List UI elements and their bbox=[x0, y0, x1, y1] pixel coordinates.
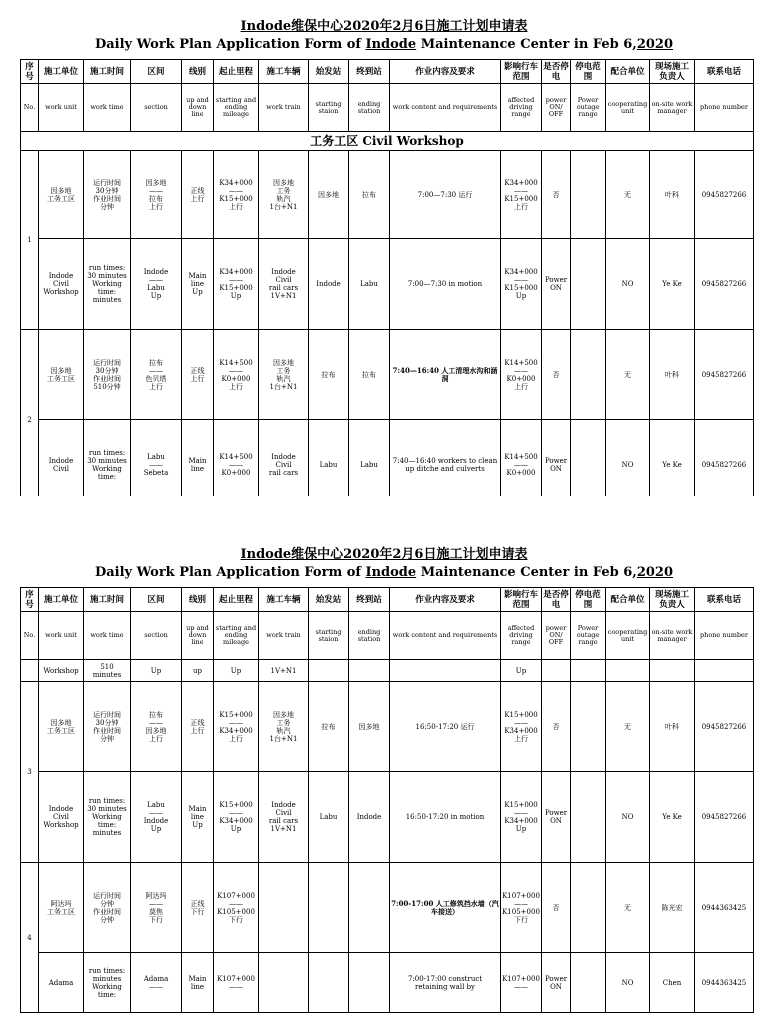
header-power-en: power ON/ OFF bbox=[542, 612, 571, 660]
affected-range-cell: K34+000 —— K15+000 Up bbox=[501, 239, 542, 330]
section-title-row bbox=[21, 132, 754, 151]
start-station-cell: Labu bbox=[309, 772, 349, 863]
mileage-cell: K15+000 —— K34+000 Up bbox=[214, 772, 259, 863]
table-row bbox=[21, 660, 754, 682]
header-end-zh: 终到站 bbox=[349, 588, 390, 612]
power-cell: 否 bbox=[542, 682, 571, 772]
header-row-en bbox=[21, 612, 754, 660]
header-section-zh: 区间 bbox=[131, 60, 182, 84]
work-time-cell: 运行时间 30分钟 作业时间 分钟 bbox=[84, 151, 131, 239]
end-station-cell: Labu bbox=[349, 239, 390, 330]
work-content-cell: 7:00-17:00 construct retaining wall by bbox=[390, 953, 501, 1013]
header-content-zh: 作业内容及要求 bbox=[390, 60, 501, 84]
header-outage-en: Power outage range bbox=[571, 612, 606, 660]
work-unit-cell: 阿达玛 工务工区 bbox=[39, 863, 84, 953]
end-station-cell: 拉布 bbox=[349, 151, 390, 239]
outage-range-cell bbox=[571, 660, 606, 682]
header-row-zh bbox=[21, 588, 754, 612]
power-cell: 否 bbox=[542, 330, 571, 420]
outage-range-cell bbox=[571, 953, 606, 1013]
header-no-zh: 序号 bbox=[21, 60, 39, 84]
outage-range-cell bbox=[571, 682, 606, 772]
section-cell: Indode —— Labu Up bbox=[131, 239, 182, 330]
section-cell: Adama —— bbox=[131, 953, 182, 1013]
header-power-zh: 是否停电 bbox=[543, 589, 569, 610]
phone-cell: 0945827266 bbox=[695, 151, 754, 239]
header-outage-zh: 停电范围 bbox=[571, 588, 606, 612]
work-content-cell bbox=[390, 660, 501, 682]
phone-cell bbox=[695, 660, 754, 682]
header-range-en: affected driving range bbox=[501, 612, 542, 660]
phone-cell: 0945827266 bbox=[695, 239, 754, 330]
coop-unit-cell: 无 bbox=[606, 151, 650, 239]
form-page-1 bbox=[0, 18, 768, 496]
section-cell: Labu —— Sebeta bbox=[131, 420, 182, 497]
power-cell: Power ON bbox=[542, 953, 571, 1013]
header-phone-zh: 联系电话 bbox=[695, 60, 754, 84]
header-section-en: section bbox=[131, 612, 182, 660]
mileage-cell: K14+500 —— K0+000 上行 bbox=[214, 330, 259, 420]
header-time-en: work time bbox=[84, 84, 131, 132]
section-cell: Up bbox=[131, 660, 182, 682]
header-outage-en: Power outage range bbox=[571, 84, 606, 132]
header-end-en: ending station bbox=[349, 612, 390, 660]
start-station-cell bbox=[309, 863, 349, 953]
mileage-cell: K107+000 —— bbox=[214, 953, 259, 1013]
coop-unit-cell bbox=[606, 660, 650, 682]
end-station-cell: Indode bbox=[349, 772, 390, 863]
table-row bbox=[21, 953, 754, 1013]
header-start-zh: 始发站 bbox=[309, 60, 349, 84]
affected-range-cell: K15+000 —— K34+000 上行 bbox=[501, 682, 542, 772]
work-unit-cell: 因多地 工务工区 bbox=[39, 151, 84, 239]
header-content-en: work content and requirements bbox=[390, 84, 501, 132]
power-cell: 否 bbox=[542, 863, 571, 953]
work-unit-cell: Indode Civil Workshop bbox=[39, 239, 84, 330]
affected-range-cell: K107+000 —— K105+000 下行 bbox=[501, 863, 542, 953]
outage-range-cell bbox=[571, 772, 606, 863]
work-content-cell: 16:50-17:20 运行 bbox=[390, 682, 501, 772]
train-cell: Indode Civil rail cars bbox=[259, 420, 309, 497]
end-station-cell bbox=[349, 660, 390, 682]
train-cell bbox=[259, 953, 309, 1013]
header-phone-en: phone number bbox=[695, 612, 754, 660]
table-row bbox=[21, 772, 754, 863]
coop-unit-cell: 无 bbox=[606, 330, 650, 420]
work-plan-table bbox=[20, 59, 754, 496]
work-time-cell: 510 minutes bbox=[84, 660, 131, 682]
manager-cell: Ye Ke bbox=[650, 772, 695, 863]
header-mileage-zh: 起止里程 bbox=[214, 588, 259, 612]
work-time-cell: run times: 30 minutes Working time: minutes bbox=[84, 239, 131, 330]
work-content-cell: 7:00—7:30 in motion bbox=[390, 239, 501, 330]
work-content-cell: 7:00-17:00 人工修筑挡水墙（汽车接送） bbox=[390, 863, 501, 953]
section-cell: 阿达玛 —— 莫焦 下行 bbox=[131, 863, 182, 953]
section-cell: 拉布 —— 色贝塔 上行 bbox=[131, 330, 182, 420]
work-content-cell: 7:40—16:40 人工清理水沟和涵洞 bbox=[390, 330, 501, 420]
header-no-zh: 序号 bbox=[21, 588, 39, 612]
header-train-zh: 施工车辆 bbox=[259, 588, 309, 612]
manager-cell: 叶科 bbox=[650, 682, 695, 772]
coop-unit-cell: NO bbox=[606, 420, 650, 497]
work-unit-cell: Workshop bbox=[39, 660, 84, 682]
outage-range-cell bbox=[571, 330, 606, 420]
header-start-en: starting staion bbox=[309, 84, 349, 132]
affected-range-cell: K14+500 —— K0+000 上行 bbox=[501, 330, 542, 420]
coop-unit-cell: NO bbox=[606, 772, 650, 863]
start-station-cell bbox=[309, 953, 349, 1013]
power-cell: Power ON bbox=[542, 239, 571, 330]
train-cell bbox=[259, 863, 309, 953]
header-line-en: up and down line bbox=[182, 612, 214, 660]
line-cell: Main line Up bbox=[182, 239, 214, 330]
phone-cell: 0945827266 bbox=[695, 682, 754, 772]
header-unit-zh: 施工单位 bbox=[39, 588, 84, 612]
line-cell: Main line Up bbox=[182, 772, 214, 863]
header-power-zh: 是否停电 bbox=[543, 61, 569, 82]
start-station-cell: 拉布 bbox=[309, 682, 349, 772]
header-unit-en: work unit bbox=[39, 612, 84, 660]
line-cell: 正线 上行 bbox=[182, 330, 214, 420]
line-cell: up bbox=[182, 660, 214, 682]
header-manager-en: on-site work manager bbox=[650, 612, 695, 660]
work-unit-cell: Indode Civil Workshop bbox=[39, 772, 84, 863]
work-time-cell: 运行时间 30分钟 作业时间 分钟 bbox=[84, 682, 131, 772]
end-station-cell: Labu bbox=[349, 420, 390, 497]
power-cell: 否 bbox=[542, 151, 571, 239]
mileage-cell: K15+000 —— K34+000 上行 bbox=[214, 682, 259, 772]
header-phone-zh: 联系电话 bbox=[695, 588, 754, 612]
phone-cell: 0945827266 bbox=[695, 420, 754, 497]
work-time-cell: run times: 30 minutes Working time: bbox=[84, 420, 131, 497]
work-time-cell: run times: minutes Working time: bbox=[84, 953, 131, 1013]
start-station-cell: 因多地 bbox=[309, 151, 349, 239]
table-row bbox=[21, 239, 754, 330]
line-cell: Main line bbox=[182, 420, 214, 497]
header-mileage-en: starting and ending mileage bbox=[214, 84, 259, 132]
work-time-cell: 运行时间 30分钟 作业时间 510分钟 bbox=[84, 330, 131, 420]
end-station-cell bbox=[349, 953, 390, 1013]
train-cell: Indode Civil rail cars 1V+N1 bbox=[259, 239, 309, 330]
header-end-zh: 终到站 bbox=[349, 60, 390, 84]
header-range-zh: 影响行车范围 bbox=[501, 60, 542, 84]
item-number: 3 bbox=[21, 682, 39, 863]
affected-range-cell: K107+000 —— bbox=[501, 953, 542, 1013]
train-cell: 因多地 工务 轨汽 1台+N1 bbox=[259, 330, 309, 420]
header-unit-en: work unit bbox=[39, 84, 84, 132]
header-section-zh: 区间 bbox=[131, 588, 182, 612]
manager-cell: Ye Ke bbox=[650, 420, 695, 497]
mileage-cell: K34+000 —— K15+000 Up bbox=[214, 239, 259, 330]
header-mileage-zh: 起止里程 bbox=[214, 60, 259, 84]
work-unit-cell: Adama bbox=[39, 953, 84, 1013]
coop-unit-cell: 无 bbox=[606, 863, 650, 953]
work-content-cell: 16:50-17:20 in motion bbox=[390, 772, 501, 863]
header-section-en: section bbox=[131, 84, 182, 132]
manager-cell: 叶科 bbox=[650, 151, 695, 239]
header-time-zh: 施工时间 bbox=[84, 588, 131, 612]
header-row-zh bbox=[21, 60, 754, 84]
header-coop-zh: 配合单位 bbox=[606, 60, 650, 84]
header-outage-zh: 停电范围 bbox=[571, 60, 606, 84]
form-page-2 bbox=[0, 546, 768, 1024]
start-station-cell: Labu bbox=[309, 420, 349, 497]
header-phone-en: phone number bbox=[695, 84, 754, 132]
table-row bbox=[21, 151, 754, 239]
start-station-cell: 拉布 bbox=[309, 330, 349, 420]
section-title: 工务工区 Civil Workshop bbox=[21, 132, 754, 151]
form-title-zh: Indode维保中心2020年2月6日施工计划申请表 bbox=[240, 547, 528, 562]
manager-cell bbox=[650, 660, 695, 682]
phone-cell: 0945827266 bbox=[695, 772, 754, 863]
power-cell bbox=[542, 660, 571, 682]
header-coop-en: cooperating unit bbox=[606, 612, 650, 660]
header-end-en: ending station bbox=[349, 84, 390, 132]
header-no-en: No. bbox=[21, 84, 39, 132]
page-gap bbox=[0, 496, 768, 546]
affected-range-cell: K15+000 —— K34+000 Up bbox=[501, 772, 542, 863]
work-unit-cell: 因多地 工务工区 bbox=[39, 682, 84, 772]
phone-cell: 0945827266 bbox=[695, 330, 754, 420]
header-manager-zh: 现场施工负责人 bbox=[650, 588, 695, 612]
header-power-en: power ON/ OFF bbox=[542, 84, 571, 132]
line-cell: 正线 下行 bbox=[182, 863, 214, 953]
coop-unit-cell: NO bbox=[606, 953, 650, 1013]
affected-range-cell: K34+000 —— K15+000 上行 bbox=[501, 151, 542, 239]
form-title-zh: Indode维保中心2020年2月6日施工计划申请表 bbox=[240, 19, 528, 34]
power-cell: Power ON bbox=[542, 420, 571, 497]
train-cell: 因多地 工务 轨汽 1台+N1 bbox=[259, 151, 309, 239]
start-station-cell: Indode bbox=[309, 239, 349, 330]
work-time-cell: 运行时间 分钟 作业时间 分钟 bbox=[84, 863, 131, 953]
header-train-zh: 施工车辆 bbox=[259, 60, 309, 84]
train-cell: 因多地 工务 轨汽 1台+N1 bbox=[259, 682, 309, 772]
header-coop-zh: 配合单位 bbox=[606, 588, 650, 612]
work-content-cell: 7:00—7:30 运行 bbox=[390, 151, 501, 239]
affected-range-cell: K14+500 —— K0+000 bbox=[501, 420, 542, 497]
manager-cell: 叶科 bbox=[650, 330, 695, 420]
table-row bbox=[21, 863, 754, 953]
header-row-en bbox=[21, 84, 754, 132]
header-train-en: work train bbox=[259, 84, 309, 132]
header-time-zh: 施工时间 bbox=[84, 60, 131, 84]
header-content-zh: 作业内容及要求 bbox=[390, 588, 501, 612]
header-train-en: work train bbox=[259, 612, 309, 660]
header-line-zh: 线别 bbox=[182, 588, 214, 612]
header-content-en: work content and requirements bbox=[390, 612, 501, 660]
header-manager-zh: 现场施工负责人 bbox=[650, 60, 695, 84]
outage-range-cell bbox=[571, 420, 606, 497]
mileage-cell: Up bbox=[214, 660, 259, 682]
header-coop-en: cooperating unit bbox=[606, 84, 650, 132]
line-cell: Main line bbox=[182, 953, 214, 1013]
header-mileage-en: starting and ending mileage bbox=[214, 612, 259, 660]
item-number: 2 bbox=[21, 330, 39, 497]
item-number bbox=[21, 660, 39, 682]
work-plan-table bbox=[20, 587, 754, 1013]
item-number: 1 bbox=[21, 151, 39, 330]
item-number: 4 bbox=[21, 863, 39, 1013]
section-cell: 因多地 —— 拉布 上行 bbox=[131, 151, 182, 239]
work-content-cell: 7:40—16:40 workers to clean up ditche and culverts bbox=[390, 420, 501, 497]
manager-cell: Ye Ke bbox=[650, 239, 695, 330]
end-station-cell bbox=[349, 863, 390, 953]
train-cell: Indode Civil rail cars 1V+N1 bbox=[259, 772, 309, 863]
work-unit-cell: Indode Civil bbox=[39, 420, 84, 497]
table-row bbox=[21, 420, 754, 497]
work-unit-cell: 因多地 工务工区 bbox=[39, 330, 84, 420]
table-row bbox=[21, 330, 754, 420]
section-cell: Labu —— Indode Up bbox=[131, 772, 182, 863]
header-range-zh: 影响行车范围 bbox=[501, 588, 542, 612]
line-cell: 正线 上行 bbox=[182, 682, 214, 772]
end-station-cell: 拉布 bbox=[349, 330, 390, 420]
header-start-en: starting staion bbox=[309, 612, 349, 660]
line-cell: 正线 上行 bbox=[182, 151, 214, 239]
affected-range-cell: Up bbox=[501, 660, 542, 682]
table-row bbox=[21, 682, 754, 772]
work-time-cell: run times: 30 minutes Working time: minutes bbox=[84, 772, 131, 863]
header-unit-zh: 施工单位 bbox=[39, 60, 84, 84]
outage-range-cell bbox=[571, 239, 606, 330]
section-cell: 拉布 —— 因多地 上行 bbox=[131, 682, 182, 772]
form-title-en: Daily Work Plan Application Form of Indode Maintenance Center in Feb 6,2020 bbox=[94, 565, 674, 580]
phone-cell: 0944363425 bbox=[695, 953, 754, 1013]
coop-unit-cell: 无 bbox=[606, 682, 650, 772]
form-title-en: Daily Work Plan Application Form of Indode Maintenance Center in Feb 6,2020 bbox=[94, 37, 674, 52]
header-range-en: affected driving range bbox=[501, 84, 542, 132]
train-cell: 1V+N1 bbox=[259, 660, 309, 682]
mileage-cell: K14+500 —— K0+000 bbox=[214, 420, 259, 497]
phone-cell: 0944363425 bbox=[695, 863, 754, 953]
outage-range-cell bbox=[571, 151, 606, 239]
outage-range-cell bbox=[571, 863, 606, 953]
header-time-en: work time bbox=[84, 612, 131, 660]
manager-cell: 陈光宏 bbox=[650, 863, 695, 953]
header-start-zh: 始发站 bbox=[309, 588, 349, 612]
mileage-cell: K34+000 —— K15+000 上行 bbox=[214, 151, 259, 239]
power-cell: Power ON bbox=[542, 772, 571, 863]
start-station-cell bbox=[309, 660, 349, 682]
header-manager-en: on-site work manager bbox=[650, 84, 695, 132]
header-line-en: up and down line bbox=[182, 84, 214, 132]
manager-cell: Chen bbox=[650, 953, 695, 1013]
header-line-zh: 线别 bbox=[182, 60, 214, 84]
mileage-cell: K107+000 —— K105+000 下行 bbox=[214, 863, 259, 953]
coop-unit-cell: NO bbox=[606, 239, 650, 330]
header-no-en: No. bbox=[21, 612, 39, 660]
end-station-cell: 因多地 bbox=[349, 682, 390, 772]
